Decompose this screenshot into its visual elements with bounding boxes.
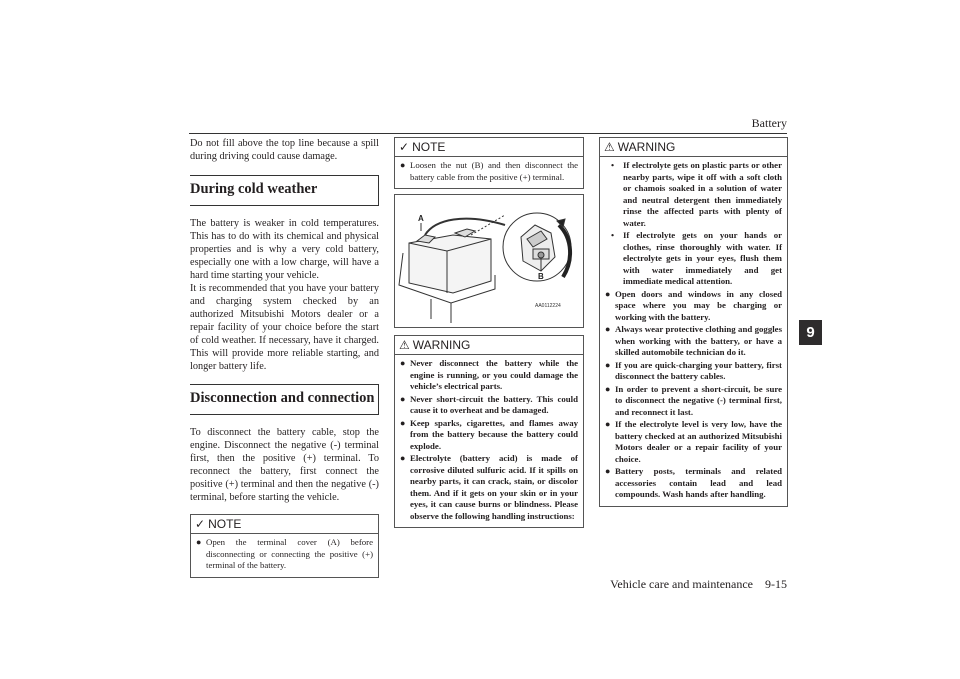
- warning-header: [600, 138, 787, 157]
- warning-item: ● Never short-circuit the battery. This could cause it to overheat and be damaged.: [400, 393, 578, 415]
- bullet-icon: •: [611, 230, 615, 240]
- bullet-icon: ●: [400, 358, 406, 368]
- warning-label: WARNING: [412, 338, 471, 352]
- column-2: [394, 137, 584, 528]
- warning-box-electrolyte: [599, 137, 788, 507]
- warning-item: ● If you are quick-charging your battery, first disconnect the battery cables.: [605, 359, 782, 381]
- warning-label: WARNING: [617, 140, 676, 154]
- warning-item: ● Open doors and windows in any closed space where you may be charging or working with the battery.: [605, 288, 782, 322]
- bullet-icon: •: [611, 160, 615, 170]
- warning-triangle-icon: ⚠: [604, 140, 615, 154]
- cold-weather-text: The battery is weaker in cold temperatures. This has to do with its chemical and physical properties and is why a very cold battery, especially one with a low charge, will have a hard time starting your vehicle.: [190, 218, 379, 281]
- chapter-tab[interactable]: 9: [799, 320, 822, 345]
- figure-code: AA0112224: [535, 303, 561, 309]
- bullet-icon: ●: [400, 417, 406, 428]
- checkmark-icon: ✓: [399, 140, 410, 154]
- warning-item: ● Always wear protective clothing and goggles when working with the battery, or have a skilled automobile technician do it.: [605, 324, 782, 357]
- intro-text: Do not fill above the top line because a spill during driving could cause damage.: [190, 138, 379, 162]
- note-item: ● Loosen the nut (B) and then disconnect the battery cable from the positive (+) terminal.: [400, 160, 578, 182]
- note-box-loosen-nut: [394, 137, 584, 189]
- section-heading-disconnection: Disconnection and connection: [190, 384, 379, 415]
- bullet-icon: ●: [605, 383, 611, 394]
- warning-subitem: • If electrolyte gets on your hands or clothes, rinse thoroughly with water. If electrolyte gets in your eyes, flush them with water immediately and get immediate medical attention.: [611, 230, 782, 286]
- bullet-icon: ●: [400, 453, 406, 463]
- note-header: [191, 515, 378, 534]
- warning-item: ● In order to prevent a short-circuit, be sure to disconnect the negative (-) terminal first, and reconnect it last.: [605, 383, 782, 417]
- bullet-icon: ●: [400, 393, 406, 404]
- header-rule: [189, 133, 787, 134]
- bullet-icon: ●: [605, 288, 611, 299]
- warning-subitem: • If electrolyte gets on plastic parts or other nearby parts, wipe it off with a soft cloth or chamois soaked in a solution of water and neutral detergent then immediately rinse the affected parts with plenty of water.: [611, 160, 782, 228]
- battery-illustration: [394, 194, 584, 328]
- bullet-icon: ●: [196, 537, 202, 547]
- checkmark-icon: ✓: [195, 517, 206, 531]
- figure-label-a: A: [418, 214, 424, 223]
- column-1: [190, 137, 379, 578]
- battery-diagram: [395, 195, 583, 327]
- note-label: NOTE: [208, 517, 242, 531]
- warning-item: ● Keep sparks, cigarettes, and flames away from the battery because the battery could explode.: [400, 417, 578, 451]
- figure-label-b: B: [538, 272, 544, 281]
- warning-item: ● Battery posts, terminals and related accessories contain lead and lead compounds. Wash hands after handling.: [605, 466, 782, 499]
- bullet-icon: ●: [400, 160, 406, 170]
- warning-item: ● Electrolyte (battery acid) is made of corrosive diluted sulfuric acid. If it spills on nearby parts, it can crack, stain, or discolor them. And if it gets on your skin or in your eyes, it can cause burns or blindness. Please observe the following handling instructions:: [400, 453, 578, 521]
- page-header-title: Battery: [751, 116, 787, 130]
- section-heading-cold-weather: During cold weather: [190, 175, 379, 206]
- note-header: [395, 138, 583, 157]
- note-label: NOTE: [412, 140, 446, 154]
- page-footer: Vehicle care and maintenance 9-15: [610, 577, 787, 591]
- column-3: [599, 137, 788, 507]
- note-item: ● Open the terminal cover (A) before disconnecting or connecting the positive (+) terminal of the battery.: [196, 537, 373, 570]
- bullet-icon: ●: [605, 324, 611, 334]
- bullet-icon: ●: [605, 466, 611, 476]
- note-box-terminal-cover: [190, 514, 379, 578]
- disconnection-text: To disconnect the battery cable, stop the engine. Disconnect the negative (-) terminal first, then the positive (+) terminal. To reconnect the battery, first connect the positive (+) terminal and then the negative (-) terminal, before starting the vehicle.: [190, 427, 379, 503]
- warning-triangle-icon: ⚠: [399, 338, 410, 352]
- warning-item: ● If the electrolyte level is very low, have the battery checked at an authorized Mitsubishi Motors dealer or a repair facility of your choice.: [605, 419, 782, 464]
- warning-box-battery: [394, 335, 584, 528]
- warning-header: [395, 336, 583, 355]
- cold-weather-text-2: It is recommended that you have your battery and charging system checked by an authorized Mitsubishi Motors dealer or a repair facility of your choice before the start of cold weather. If necessary, have it charged. This will provide more reliable starting, and longer battery life.: [190, 283, 379, 372]
- bullet-icon: ●: [605, 359, 611, 370]
- bullet-icon: ●: [605, 419, 611, 429]
- warning-item: ● Never disconnect the battery while the engine is running, or you could damage the vehicle’s electrical parts.: [400, 358, 578, 391]
